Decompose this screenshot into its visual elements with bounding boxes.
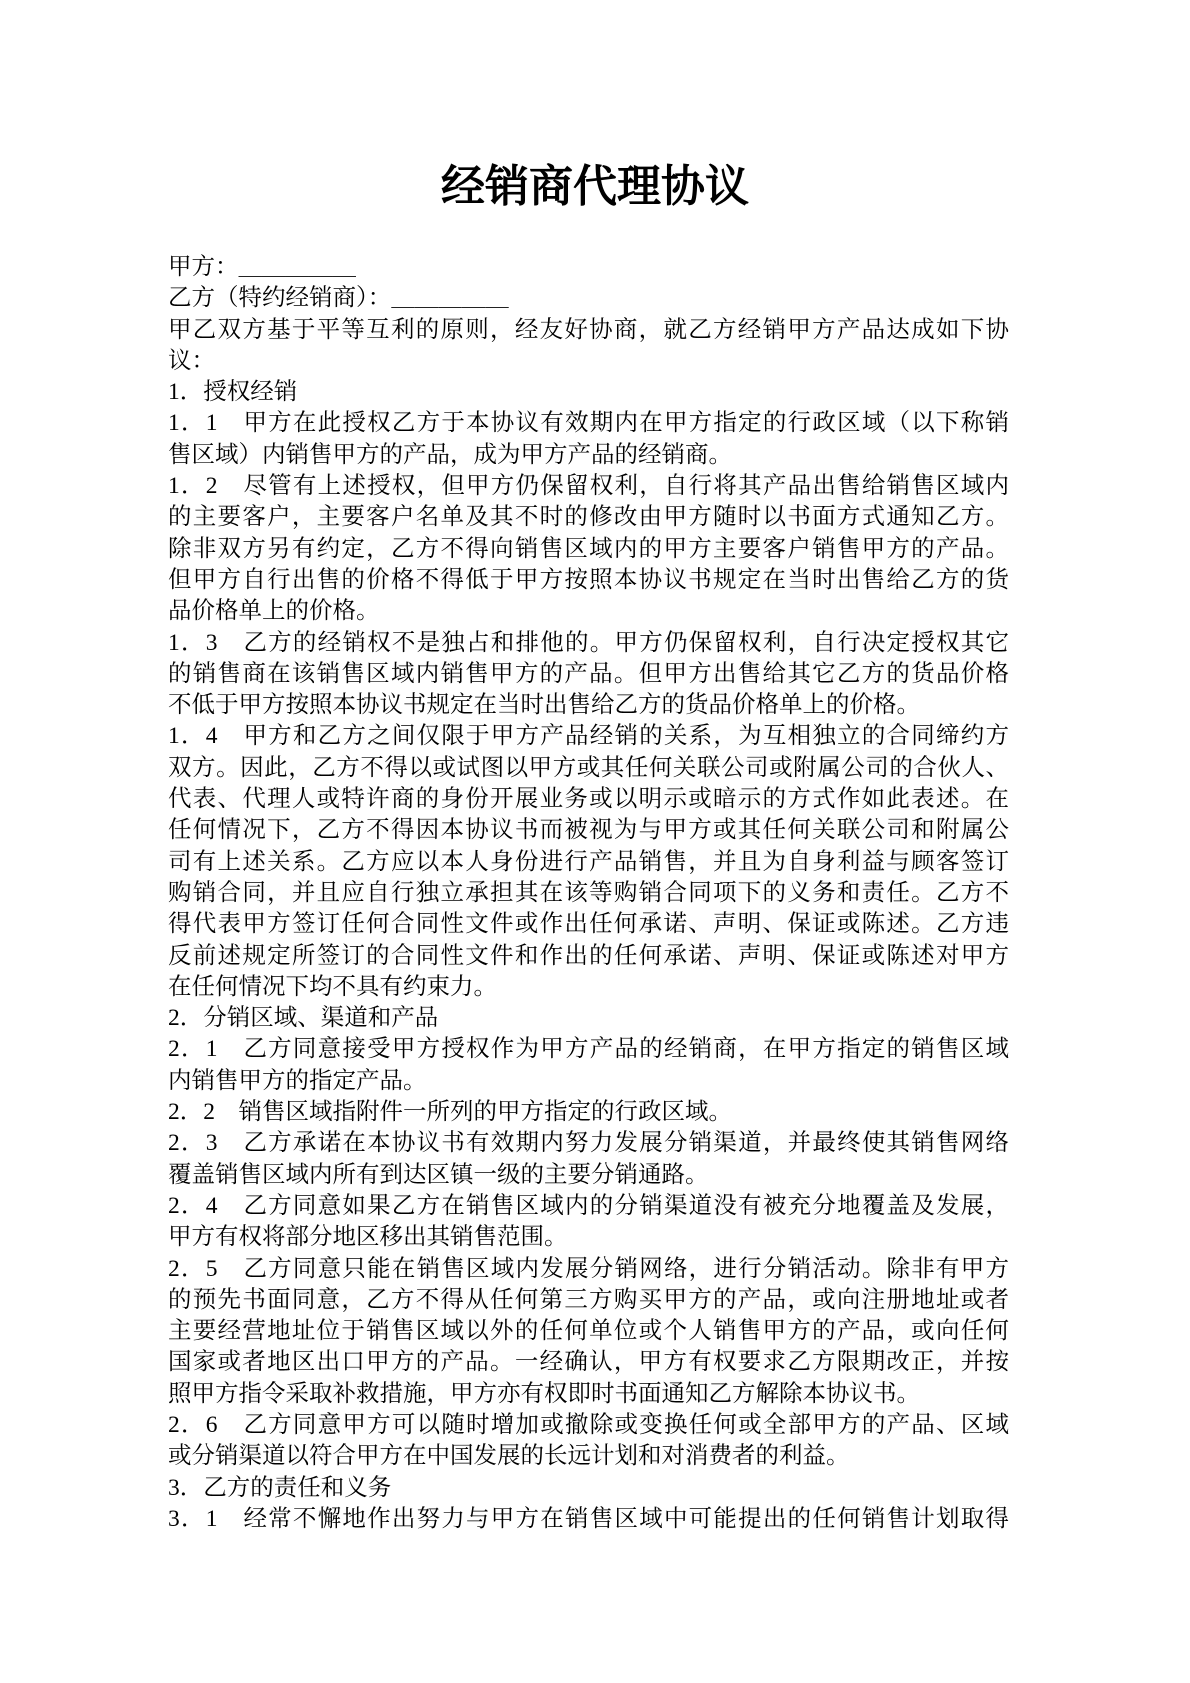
document-line: 2．5 乙方同意只能在销售区域内发展分销网络，进行分销活动。除非有甲方 [168,1255,1009,1282]
document-line: 国家或者地区出口甲方的产品。一经确认，甲方有权要求乙方限期改正，并按 [168,1349,1009,1376]
document-line: 的销售商在该销售区域内销售甲方的产品。但甲方出售给其它乙方的货品价格 [168,660,1009,687]
document-line: 但甲方自行出售的价格不得低于甲方按照本协议书规定在当时出售给乙方的货 [168,566,1009,593]
document-line: 任何情况下，乙方不得因本协议书而被视为与甲方或其任何关联公司和附属公 [168,817,1009,844]
document-line: 1．1 甲方在此授权乙方于本协议有效期内在甲方指定的行政区域（以下称销 [168,410,1009,437]
document-line: 2．分销区域、渠道和产品 [168,1005,439,1032]
document-line: 双方。因此，乙方不得以或试图以甲方或其任何关联公司或附属公司的合伙人、 [168,754,1009,781]
document-line: 甲方有权将部分地区移出其销售范围。 [168,1224,568,1251]
document-line: 售区域）内销售甲方的产品，成为甲方产品的经销商。 [168,441,732,468]
document-line: 1．授权经销 [168,379,298,406]
document-line: 1．2 尽管有上述授权，但甲方仍保留权利，自行将其产品出售给销售区域内 [168,473,1009,500]
document-line: 甲方：＿＿＿＿＿ [168,254,356,280]
document-line: 2．1 乙方同意接受甲方授权作为甲方产品的经销商，在甲方指定的销售区域 [168,1036,1009,1063]
document-line: 得代表甲方签订任何合同性文件或作出任何承诺、声明、保证或陈述。乙方违 [168,911,1009,938]
document-line: 主要经营地址位于销售区域以外的任何单位或个人销售甲方的产品，或向任何 [168,1318,1009,1345]
document-line: 照甲方指令采取补救措施，甲方亦有权即时书面通知乙方解除本协议书。 [168,1380,920,1407]
document-line: 的预先书面同意，乙方不得从任何第三方购买甲方的产品，或向注册地址或者 [168,1286,1009,1313]
document-line: 或分销渠道以符合甲方在中国发展的长远计划和对消费者的利益。 [168,1443,850,1470]
document-line: 2．4 乙方同意如果乙方在销售区域内的分销渠道没有被充分地覆盖及发展， [168,1192,1009,1219]
document-line: 代表、代理人或特许商的身份开展业务或以明示或暗示的方式作如此表述。在 [168,786,1009,813]
document-line: 1．3 乙方的经销权不是独占和排他的。甲方仍保留权利，自行决定授权其它 [168,629,1009,656]
document-body [168,252,1009,1535]
document-line: 2．6 乙方同意甲方可以随时增加或撤除或变换任何或全部甲方的产品、区域 [168,1411,1009,1438]
document-line: 除非双方另有约定，乙方不得向销售区域内的甲方主要客户销售甲方的产品。 [168,535,1009,562]
document-line: 的主要客户，主要客户名单及其不时的修改由甲方随时以书面方式通知乙方。 [168,504,1009,531]
document-line: 司有上述关系。乙方应以本人身份进行产品销售，并且为自身利益与顾客签订 [168,848,1009,875]
document-line: 1．4 甲方和乙方之间仅限于甲方产品经销的关系，为互相独立的合同缔约方 [168,723,1009,750]
document-line: 购销合同，并且应自行独立承担其在该等购销合同项下的义务和责任。乙方不 [168,879,1009,906]
document-line: 议： [168,347,215,374]
document-line: 3．1 经常不懈地作出努力与甲方在销售区域中可能提出的任何销售计划取得 [168,1505,1009,1532]
document-line: 3．乙方的责任和义务 [168,1474,392,1501]
document-line: 品价格单上的价格。 [168,598,380,625]
document-line: 乙方（特约经销商）：＿＿＿＿＿ [168,285,509,312]
document-line: 不低于甲方按照本协议书规定在当时出售给乙方的货品价格单上的价格。 [168,692,920,719]
document-line: 甲乙双方基于平等互利的原则，经友好协商，就乙方经销甲方产品达成如下协 [168,316,1009,343]
document-line: 2．2 销售区域指附件一所列的甲方指定的行政区域。 [168,1099,732,1126]
document-line: 在任何情况下均不具有约束力。 [168,973,497,1000]
document-line: 内销售甲方的指定产品。 [168,1067,427,1094]
document-line: 2．3 乙方承诺在本协议书有效期内努力发展分销渠道，并最终使其销售网络 [168,1130,1009,1157]
document-line: 反前述规定所签订的合同性文件和作出的任何承诺、声明、保证或陈述对甲方 [168,942,1009,969]
document-title: 经销商代理协议 [441,162,749,211]
document-line: 覆盖销售区域内所有到达区镇一级的主要分销通路。 [168,1161,709,1188]
